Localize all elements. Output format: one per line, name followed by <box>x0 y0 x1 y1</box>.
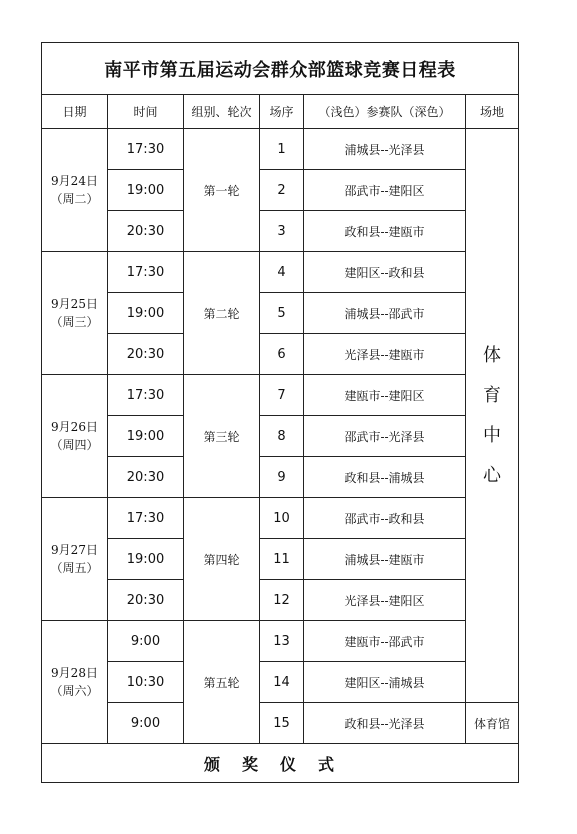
time-cell: 17:30 <box>108 252 184 293</box>
weekday-label: （周四） <box>50 438 99 452</box>
weekday-label: （周二） <box>50 192 99 206</box>
header-teams: （浅色）参赛队（深色） <box>304 95 466 129</box>
header-time: 时间 <box>108 95 184 129</box>
round-cell: 第三轮 <box>184 375 260 498</box>
order-cell: 9 <box>260 457 304 498</box>
order-cell: 15 <box>260 703 304 744</box>
venue-char: 育 <box>483 384 501 406</box>
teams-cell: 邵武市--建阳区 <box>304 170 466 211</box>
time-cell: 20:30 <box>108 580 184 621</box>
teams-cell: 政和县--建瓯市 <box>304 211 466 252</box>
teams-cell: 光泽县--建瓯市 <box>304 334 466 375</box>
venue-char: 体 <box>483 344 501 366</box>
teams-cell: 建瓯市--建阳区 <box>304 375 466 416</box>
venue-alt-cell: 体育馆 <box>466 703 519 744</box>
table-row <box>42 580 519 621</box>
round-cell: 第二轮 <box>184 252 260 375</box>
table-row <box>42 252 519 293</box>
time-cell: 19:00 <box>108 170 184 211</box>
header-row <box>42 95 519 129</box>
date-label: 9月27日 <box>51 543 98 557</box>
weekday-label: （周六） <box>50 684 99 698</box>
date-label: 9月25日 <box>51 297 98 311</box>
table-row <box>42 293 519 334</box>
time-cell: 20:30 <box>108 457 184 498</box>
time-cell: 17:30 <box>108 375 184 416</box>
round-cell: 第五轮 <box>184 621 260 744</box>
teams-cell: 政和县--浦城县 <box>304 457 466 498</box>
table-row <box>42 129 519 170</box>
order-cell: 4 <box>260 252 304 293</box>
venue-char: 心 <box>483 464 501 486</box>
date-cell <box>42 129 108 252</box>
teams-cell: 浦城县--建瓯市 <box>304 539 466 580</box>
award-ceremony-row: 颁奖仪式 <box>42 744 519 783</box>
time-cell: 17:30 <box>108 129 184 170</box>
date-cell <box>42 498 108 621</box>
round-cell: 第四轮 <box>184 498 260 621</box>
page-title: 南平市第五届运动会群众部篮球竞赛日程表 <box>42 43 519 95</box>
order-cell: 5 <box>260 293 304 334</box>
table-row <box>42 621 519 662</box>
teams-cell: 建瓯市--邵武市 <box>304 621 466 662</box>
teams-cell: 建阳区--政和县 <box>304 252 466 293</box>
time-cell: 9:00 <box>108 621 184 662</box>
time-cell: 20:30 <box>108 334 184 375</box>
table-row <box>42 375 519 416</box>
table-row <box>42 498 519 539</box>
time-cell: 9:00 <box>108 703 184 744</box>
order-cell: 10 <box>260 498 304 539</box>
table-row <box>42 539 519 580</box>
time-cell: 17:30 <box>108 498 184 539</box>
weekday-label: （周三） <box>50 315 99 329</box>
order-cell: 1 <box>260 129 304 170</box>
time-cell: 20:30 <box>108 211 184 252</box>
date-cell <box>42 375 108 498</box>
order-cell: 12 <box>260 580 304 621</box>
date-cell <box>42 252 108 375</box>
header-date: 日期 <box>42 95 108 129</box>
order-cell: 11 <box>260 539 304 580</box>
venue-char: 中 <box>483 424 501 446</box>
table-row <box>42 211 519 252</box>
order-cell: 8 <box>260 416 304 457</box>
teams-cell: 邵武市--政和县 <box>304 498 466 539</box>
time-cell: 19:00 <box>108 539 184 580</box>
teams-cell: 浦城县--邵武市 <box>304 293 466 334</box>
table-row <box>42 662 519 703</box>
header-group: 组别、轮次 <box>184 95 260 129</box>
header-order: 场序 <box>260 95 304 129</box>
teams-cell: 邵武市--光泽县 <box>304 416 466 457</box>
date-label: 9月24日 <box>51 174 98 188</box>
venue-main-cell <box>466 129 519 703</box>
teams-cell: 光泽县--建阳区 <box>304 580 466 621</box>
header-venue: 场地 <box>466 95 519 129</box>
table-row <box>42 170 519 211</box>
table-row <box>42 334 519 375</box>
date-cell <box>42 621 108 744</box>
order-cell: 3 <box>260 211 304 252</box>
teams-cell: 建阳区--浦城县 <box>304 662 466 703</box>
time-cell: 19:00 <box>108 293 184 334</box>
time-cell: 10:30 <box>108 662 184 703</box>
schedule-table <box>41 42 519 783</box>
weekday-label: （周五） <box>50 561 99 575</box>
teams-cell: 浦城县--光泽县 <box>304 129 466 170</box>
order-cell: 6 <box>260 334 304 375</box>
table-row <box>42 416 519 457</box>
teams-cell: 政和县--光泽县 <box>304 703 466 744</box>
order-cell: 14 <box>260 662 304 703</box>
table-row <box>42 703 519 744</box>
order-cell: 13 <box>260 621 304 662</box>
time-cell: 19:00 <box>108 416 184 457</box>
date-label: 9月26日 <box>51 420 98 434</box>
order-cell: 2 <box>260 170 304 211</box>
order-cell: 7 <box>260 375 304 416</box>
date-label: 9月28日 <box>51 666 98 680</box>
table-row <box>42 457 519 498</box>
round-cell: 第一轮 <box>184 129 260 252</box>
